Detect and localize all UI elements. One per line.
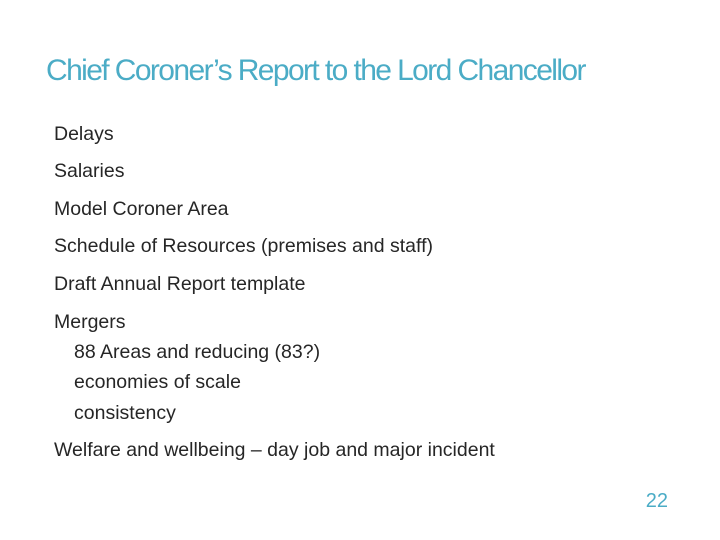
page-number: 22 bbox=[645, 490, 668, 512]
bullet-item: Salaries bbox=[54, 160, 125, 182]
sub-bullet-item: economies of scale bbox=[74, 371, 241, 393]
bullet-item: Welfare and wellbeing – day job and major incident bbox=[54, 439, 495, 461]
bullet-item: Delays bbox=[54, 123, 114, 145]
bullet-item: Draft Annual Report template bbox=[54, 273, 306, 295]
bullet-item: Mergers bbox=[54, 311, 126, 333]
sub-bullet-item: consistency bbox=[74, 402, 176, 424]
slide-title: Chief Coroner’s Report to the Lord Chancellor bbox=[46, 54, 585, 87]
bullet-item: Model Coroner Area bbox=[54, 198, 229, 220]
bullet-item: Schedule of Resources (premises and staff) bbox=[54, 235, 433, 257]
sub-bullet-item: 88 Areas and reducing (83?) bbox=[74, 341, 321, 363]
